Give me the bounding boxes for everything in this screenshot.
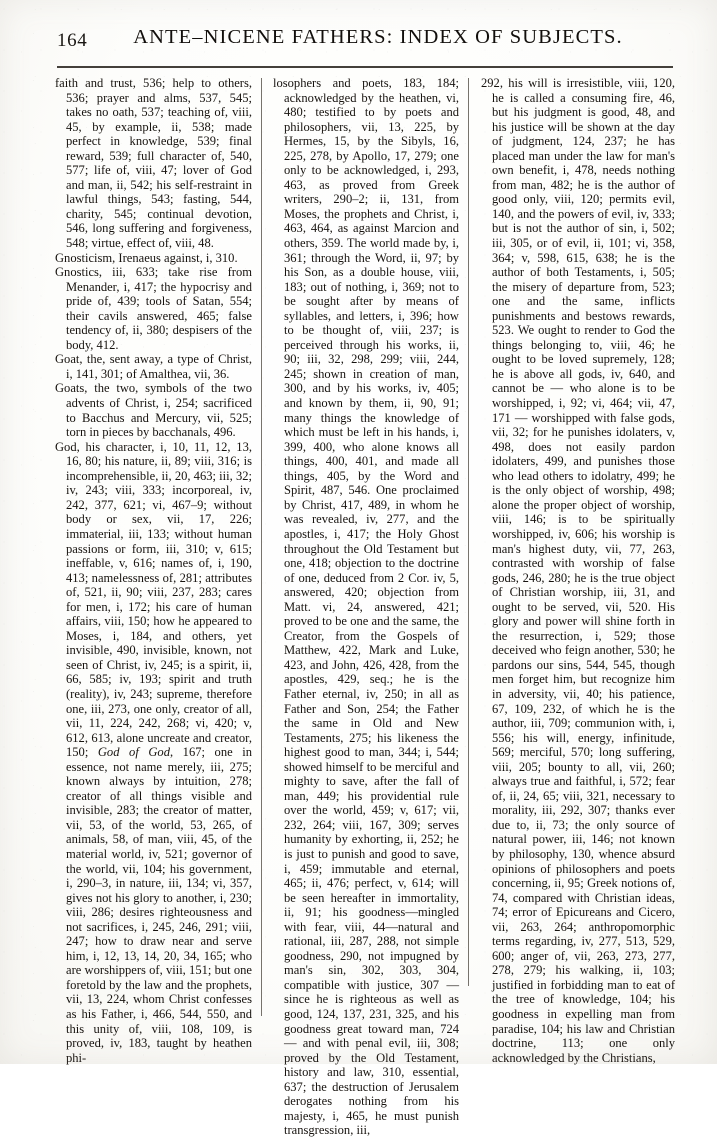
- header-rule: [57, 66, 673, 68]
- index-continuation: 292, his will is irresistible, viii, 120, he is called a consuming fire, 46, but his judgment is good, 48, and his justice will be shown at the day of judgment, 124, 237; he has placed man under the law for man's own benefit, i, 478, needs nothing from man, 482; he is the author of good only, viii, 120; permits evil, 140, and the powers of evil, iv, 333; but is not the author of sin, i, 502; iii, 305, or of evil, ii, 101; vi, 358, 364; v, 598, 615, 638; he is the author of both Testaments, i, 505; the misery of departure from, 523; one and the same, inflicts punishments and bestows rewards, 523. We ought to render to God the things belonging to, viii, 46; he ought to be loved supremely, 128; he is above all gods, iv, 640, and cannot be — who alone is to be worshipped, i, 92; vi, 464; vii, 47, 171 — worshipped with false gods, vii, 32; for he punishes idolaters, v, 498, does not easily pardon idolaters, 499, and punishes those who lead others to idolatry, 499; he is the only object of worship, 498; alone the proper object of worship, viii, 146; is to be spiritually worshipped, iv, 606; his worship is man's highest duty, vii, 77, 263, contrasted with worship of false gods, 246, 280; he is the true object of Christian worship, iii, 31, and ought to be served, vii, 520. His glory and power will shine forth in the resurrection, i, 529; those deceived who feign another, 530; he pardons our sins, 544, 545, though men forget him, but recognize him in adversity, vii, 40; his patience, 67, 109, 232, of which he is the author, iii, 709; communion with, i, 556; his will, energy, infinitude, 569; merciful, 570; long suffering, viii, 205; bounty to all, vii, 260; always true and faithful, i, 572; fear of, ii, 24, 65; viii, 321, necessary to morality, iii, 292, 307; thanks ever due to, ii, 73; the only source of natural power, iii, 146; not known by philosophy, 130, whence absurd opinions of philosophers and poets concerning, ii, 95; Greek notions of, 74, compared with Christian ideas, 74; error of Epicureans and Cicero, vii, 263, 264; anthropomorphic terms regarding, iv, 277, 513, 529, 600; anger of, vii, 263, 273, 277, 278, 279; his walking, ii, 103; justified in forbidding man to eat of the tree of knowledge, 104; his goodness in expelling man from paradise, 104; his law and Christian doctrine, 113; one only acknowledged by the Christians,: [481, 76, 675, 1065]
- index-continuation: losophers and poets, 183, 184; acknowledged by the heathen, vi, 480; testified to by poets and philosophers, vii, 13, 225, by Hermes, 15, by the Sibyls, 16, 225, 278, by Apollo, 17, 279; one only to be acknowledged, i, 293, 463, as proved from Greek writers, 290–2; ii, 131, from Moses, the prophets and Christ, i, 463, 464, as against Marcion and others, 359. The world made by, i, 361; through the Word, ii, 97; by his Son, as a double house, viii, 183; out of nothing, i, 369; not to be sought after by means of syllables, and letters, i, 396; how to be thought of, viii, 237; is perceived through his works, ii, 90; iii, 32, 298, 299; viii, 244, 245; shown in creation of man, 300, and by his works, iv, 405; and known by them, ii, 90, 91; many things the knowledge of which must be left in his hands, i, 399, 400, who alone knows all things, 400, 401, and made all things, 405, by the Word and Spirit, 487, 546. One proclaimed by Christ, 417, 489, in whom he was revealed, iv, 277, and the apostles, i, 417; the Holy Ghost throughout the Old Testament but one, 418; objection to the doctrine of one, deduced from 2 Cor. iv, 5, answered, 420; objection from Matt. vi, 24, answered, 421; proved to be one and the same, the Creator, from the Gospels of Matthew, 422, Mark and Luke, 423, and John, 426, 428, from the apostles, 429, seq.; he is the Father eternal, iv, 250; in all as Father and Son, 254; the Father the same in Old and New Testaments, 275; his likeness the highest good to man, 344; i, 544; showed himself to be merciful and mighty to save, after the fall of man, 449; his providential rule over the world, 459; v, 617; vii, 232, 264; viii, 167, 309; serves humanity by exhorting, ii, 252; he is just to punish and good to save, i, 459; immutable and eternal, 465; ii, 476; perfect, v, 614; will be seen hereafter in immortality, ii, 91; his goodness—mingled with fear, viii, 44—natural and rational, iii, 287, 288, not simple goodness, 290, not impugned by man's sin, 302, 303, 304, compatible with justice, 307 — since he is righteous as well as good, 124, 137, 231, 325, and his goodness great toward man, 724 — and with penal evil, iii, 308; proved by the Old Testament, history and law, 310, essential, 637; the destruction of Jerusalem derogates nothing from his majesty, i, 465, he must punish transgression, iii,: [273, 76, 459, 1138]
- column-3-body: [469, 76, 675, 1065]
- column-1-body: [55, 76, 261, 1065]
- page-number: 164: [57, 30, 88, 51]
- index-entry: Goats, the two, symbols of the two advents of Christ, i, 254; sacrificed to Bacchus and Mercury, vii, 525; torn in pieces by bacchanals, 496.: [55, 381, 252, 440]
- column-2: [262, 76, 468, 1138]
- index-entry: Gnosticism, Irenaeus against, i, 310.: [55, 250, 238, 265]
- index-entry: Goat, the, sent away, a type of Christ, i, 141, 301; of Amalthea, vii, 36.: [55, 352, 252, 381]
- entry-italic-phrase: God of God: [97, 745, 170, 760]
- text-columns: [55, 76, 675, 1138]
- column-2-body: [262, 76, 468, 1138]
- entry-lead-text: God, his character, i, 10, 11, 12, 13, 16, 80; his nature, ii, 89; viii, 316; is incomprehensible, ii, 20, 463; iii, 32; iv, 243; viii, 333; incorporeal, iv, 242, 377, 621; vi, 467–9; without body or sex, vii, 17, 226; immaterial, iii, 133; without human passions or form, iii, 310; v, 615; ineffable, v, 616; names of, i, 190, 413; namelessness of, 281; attributes of, 521, ii, 90; viii, 237, 283; cares for men, i, 172; his care of human affairs, viii, 150; how he appeared to Moses, i, 184, and others, yet invisible, 490, invisible, known, not seen of Christ, iv, 245; is a spirit, ii, 66, 585; iv, 193; spirit and truth (reality), iv, 243; supreme, therefore one, iii, 273, one only, creator of all, vii, 11, 224, 242, 268; vi, 420; v, 612, 613, alone uncreate and creator, 150;: [55, 439, 252, 760]
- column-3: [469, 76, 675, 1065]
- index-entry-god: [55, 440, 252, 1066]
- index-entry: Gnostics, iii, 633; take rise from Menander, i, 417; the hypocrisy and pride of, 439; tools of Satan, 554; their cavils answered, 465; false tendency of, ii, 380; despisers of the body, 412.: [55, 265, 252, 352]
- index-continuation: faith and trust, 536; help to others, 536; prayer and alms, 537, 545; takes no oath, 537; teaching of, viii, 45, by example, ii, 538; made perfect in knowledge, 539; final reward, 539; full character of, 540, 577; life of, viii, 47; lover of God and man, ii, 542; his self-restraint in lawful things, 543; fasting, 544, charity, 545; continual devotion, 546, long suffering and forgiveness, 548; virtue, effect of, viii, 48.: [55, 76, 252, 251]
- page-header: [57, 26, 673, 60]
- entry-tail-text: , 167; one in essence, not name merely, iii, 275; known always by intuition, 278; creator of all things visible and invisible, 283; the creator of matter, vii, 53, of the world, 53, 265, of animals, 58, of man, viii, 45, of the material world, iv, 521; governor of the world, vii, 104; his government, i, 290–3, in nature, iii, 134; vi, 357, gives not his glory to another, i, 230; viii, 286; desires righteousness and not sacrifices, i, 245, 246, 291; viii, 247; how to draw near and serve him, i, 12, 13, 14, 20, 34, 165; who are worshippers of, viii, 151; but one foretold by the law and the prophets, vii, 13, 224, whom Christ confesses as his Father, i, 466, 544, 550, and this unity of, viii, 108, 109, is proved, iv, 183, taught by heathen phi-: [66, 745, 252, 1065]
- column-1: [55, 76, 261, 1065]
- running-title: ANTE–NICENE FATHERS: INDEX OF SUBJECTS.: [133, 26, 623, 48]
